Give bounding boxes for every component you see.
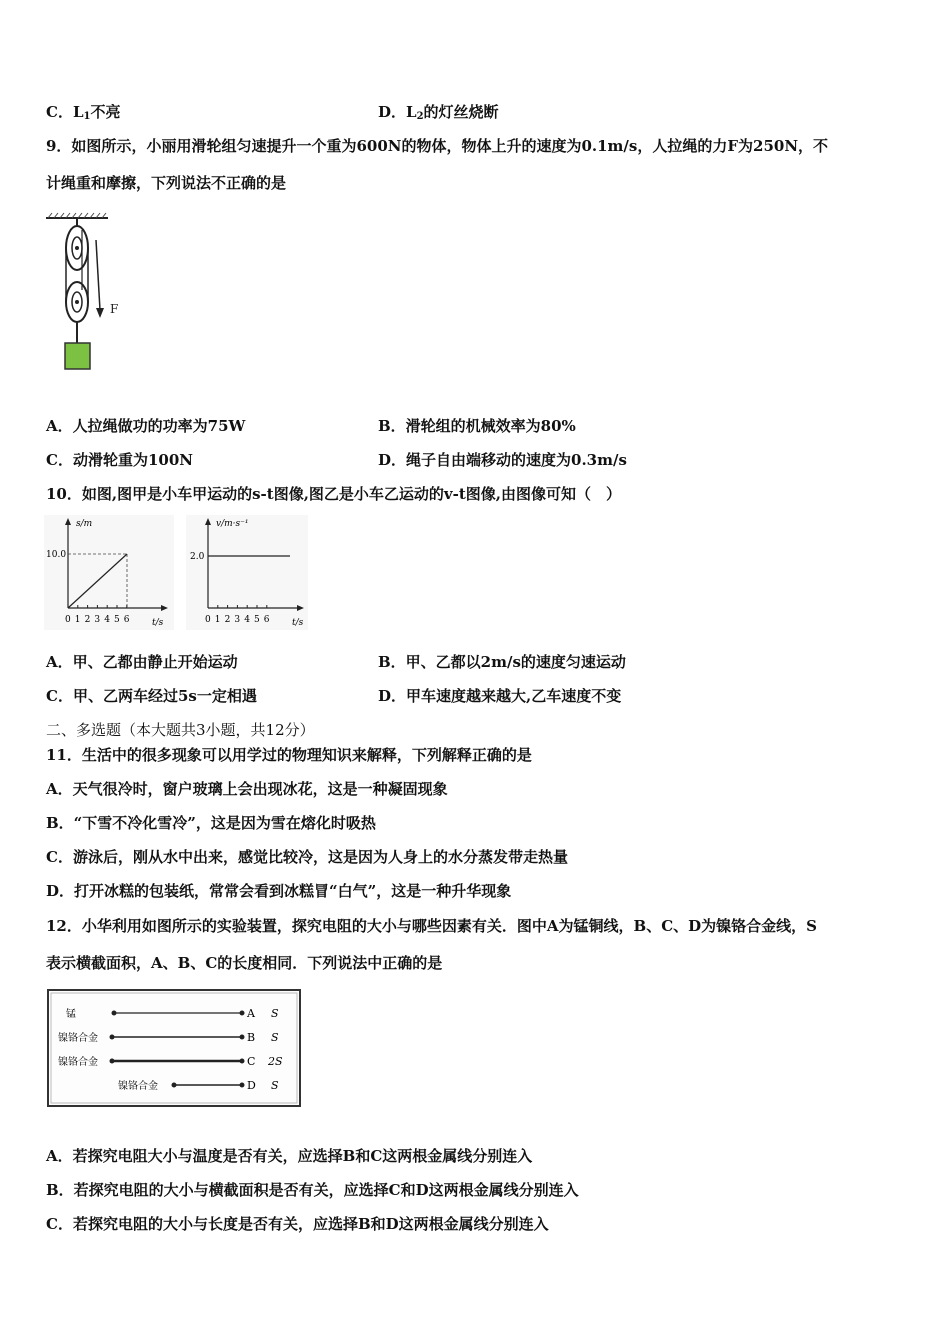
wire-d-area: S <box>271 1079 279 1092</box>
graph1-x-tick-label: 3 <box>94 615 101 625</box>
q12-option-a: A．若探究电阻大小与温度是否有关，应选择B和C这两根金属线分别连入 <box>46 1147 533 1165</box>
q10-option-a: A．甲、乙都由静止开始运动 <box>46 653 238 671</box>
q12-stem-line1: 12．小华利用如图所示的实验装置，探究电阻的大小与哪些因素有关．图中A为锰铜线，B、C、D为镍铬合金线，S <box>46 917 817 935</box>
graph-v-t <box>186 515 308 630</box>
graph1-x-tick-label: 2 <box>84 615 91 625</box>
graph2-xlabel: t/s <box>292 618 304 628</box>
q11-option-b: B．“下雪不冷化雪冷”，这是因为雪在熔化时吸热 <box>46 814 376 832</box>
wire-b-area: S <box>271 1031 279 1044</box>
graph1-ylabel: s/m <box>76 519 93 529</box>
graph2-x-tick-label: 5 <box>254 615 260 625</box>
wire-a-letter: A <box>247 1007 255 1020</box>
wire-c-area: 2S <box>268 1055 283 1068</box>
graph-s-t <box>44 515 174 630</box>
q11-option-d: D．打开冰糕的包装纸，常常会看到冰糕冒“白气”，这是一种升华现象 <box>46 882 512 900</box>
graph1-ytick: 10.0 <box>46 550 67 560</box>
graph1-x-tick-label: 5 <box>114 615 120 625</box>
q9-option-c: C．动滑轮重为100N <box>46 451 193 469</box>
graph2-x-tick-label: 6 <box>263 615 270 625</box>
q10-option-c: C．甲、乙两车经过5s一定相遇 <box>46 687 257 705</box>
q12-stem-line2: 表示横截面积，A、B、C的长度相同．下列说法中正确的是 <box>46 954 443 972</box>
wire-c-material: 镍铬合金 <box>58 1057 98 1068</box>
pulley-force-label: F <box>110 302 119 316</box>
graph1-xlabel: t/s <box>152 618 164 628</box>
q11-stem: 11．生活中的很多现象可以用学过的物理知识来解释，下列解释正确的是 <box>46 746 532 764</box>
wire-c-letter: C <box>247 1055 256 1068</box>
q9-option-a: A．人拉绳做功的功率为75W <box>46 417 246 435</box>
q8-option-c: C．$L_1$不亮 <box>46 103 121 122</box>
graph2-ylabel: v/m·s⁻¹ <box>216 519 249 529</box>
wire-d-letter: D <box>247 1079 256 1092</box>
q8-option-d: D．$L_2$的灯丝烧断 <box>378 103 499 122</box>
q9-stem-line2: 计绳重和摩擦，下列说法不正确的是 <box>46 174 287 192</box>
q9-stem-line1: 9．如图所示，小丽用滑轮组匀速提升一个重为600N的物体，物体上升的速度为0.1m/s，人拉绳的力F为250N，不 <box>46 137 829 155</box>
graph2-ytick: 2.0 <box>190 552 205 562</box>
wire-a-material: 锰 <box>66 1009 76 1020</box>
graph2-x-tick-label: 4 <box>244 615 250 625</box>
q10-option-b: B．甲、乙都以2m/s的速度匀速运动 <box>378 653 626 671</box>
graph2-x-tick-label: 2 <box>224 615 231 625</box>
wire-a-area: S <box>271 1007 279 1020</box>
q11-option-c: C．游泳后，刚从水中出来，感觉比较冷，这是因为人身上的水分蒸发带走热量 <box>46 848 568 866</box>
q12-option-c: C．若探究电阻的大小与长度是否有关，应选择B和D这两根金属线分别连入 <box>46 1215 549 1233</box>
q10-stem: 10．如图,图甲是小车甲运动的s-t图像,图乙是小车乙运动的v-t图像,由图像可知（ ） <box>46 485 622 503</box>
pulley-diagram <box>40 210 130 380</box>
wire-d-material: 镍铬合金 <box>118 1081 158 1092</box>
graph2-x-tick-label: 3 <box>234 615 241 625</box>
load-block <box>65 343 90 369</box>
wire-b-letter: B <box>247 1031 256 1044</box>
q11-option-a: A．天气很冷时，窗户玻璃上会出现冰花，这是一种凝固现象 <box>46 780 448 798</box>
q10-option-d: D．甲车速度越来越大,乙车速度不变 <box>378 687 622 705</box>
graph1-x-tick-label: 4 <box>104 615 110 625</box>
wire-diagram <box>46 988 304 1110</box>
graph1-x-tick-label: 0 <box>65 615 71 625</box>
graph1-x-tick-label: 6 <box>123 615 130 625</box>
q9-option-b: B．滑轮组的机械效率为80% <box>378 417 576 435</box>
wire-b-material: 镍铬合金 <box>58 1033 98 1044</box>
graph1-x-tick-label: 1 <box>74 615 81 625</box>
section2-title: 二、多选题（本大题共3小题，共12分） <box>46 721 315 739</box>
q12-option-b: B．若探究电阻的大小与横截面积是否有关，应选择C和D这两根金属线分别连入 <box>46 1181 579 1199</box>
q9-option-d: D．绳子自由端移动的速度为0.3m/s <box>378 451 627 469</box>
graph2-x-tick-label: 1 <box>214 615 221 625</box>
graph2-x-tick-label: 0 <box>205 615 211 625</box>
